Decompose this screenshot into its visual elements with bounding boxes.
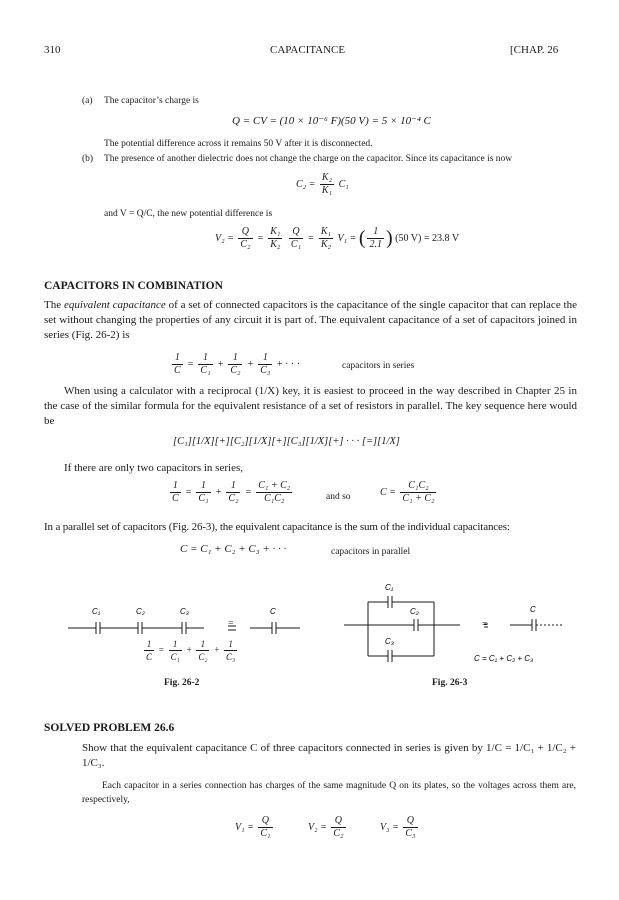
key-sequence: [C₁][1/X][+][C₂][1/X][+][C₃][1/X][+] · · · [=][1/X] [173, 436, 400, 447]
part-a-note: The potential difference across it remains 50 V after it is disconnected. [104, 139, 373, 149]
solved-problem-statement: Show that the equivalent capacitance C of three capacitors connected in series is given by 1/C = 1/C₁ + 1/C₂ + 1/C₃. [82, 742, 576, 769]
fig2-equals: = [228, 619, 234, 629]
part-a-equation: Q = CV = (10 × 10⁻⁶ F)(50 V) = 5 × 10⁻⁴ C [232, 115, 431, 127]
combination-para-1: The equivalent capacitance of a set of connected capacitors is the capacitance of the single capacitor that can replace the set without changing the properties of any circuit it is part of. The equivalent capacitance of a set of capacitors joined in series (Fig. 26-2) is [44, 299, 577, 341]
parallel-equation: C = C₁ + C₂ + C₃ + · · · [180, 543, 287, 555]
fig3-label-c3: C₃ [385, 637, 394, 646]
combination-para-4: In a parallel set of capacitors (Fig. 26-3), the equivalent capacitance is the sum of the individual capacitances: [44, 521, 510, 533]
two-capacitor-result: C = $\frac{\text{C₁C₂}}{\text{C₁ + C₂}}$ [380, 480, 435, 504]
chapter-title: CAPACITANCE [270, 44, 346, 56]
solved-v3-eq: V₃ = $\frac{Q}{\text{C₃}}$ [380, 815, 416, 839]
fig2-label-c3: C₃ [180, 607, 189, 616]
series-label: capacitors in series [342, 361, 415, 371]
fig2-label-c: C [270, 607, 276, 616]
solved-v2-eq: V₂ = $\frac{Q}{\text{C₂}}$ [308, 815, 344, 839]
fig3-equals: = [482, 620, 488, 630]
fig2-label-c2: C₂ [136, 607, 145, 616]
and-so-label: and so [326, 492, 351, 502]
chapter-ref: [CHAP. 26 [510, 44, 559, 56]
c2-equation: C₂ = $\frac{\text{K₂}}{\text{K₁}}$ C₁ [296, 172, 349, 196]
part-a-label: (a) [82, 96, 93, 106]
fig3-label-c1: C₁ [385, 583, 394, 592]
part-a-intro: The capacitor’s charge is [104, 96, 199, 106]
parallel-label: capacitors in parallel [331, 547, 411, 557]
figure-26-3-parallel-circuit [340, 580, 570, 680]
part-b-text: The presence of another dielectric does not change the charge on the capacitor. Since its capacitance is now [104, 154, 513, 164]
page-number: 310 [44, 44, 61, 56]
v2-equation: V₂ = $\frac{Q}{\text{C₂}}$ = $\frac{\text{K₁}}{\text{K₂}}$ $\frac{Q}{\text{C₁}}$ = $\frac{\text{K₁}}{\text{K₂}}$ V₁ = ( $\frac{1}{2.1}$ ) (50 V) = 23.8 V [215, 226, 460, 250]
fig3-caption: Fig. 26-3 [432, 678, 468, 688]
combination-para-3: If there are only two capacitors in series, [64, 462, 243, 474]
solved-problem-heading: SOLVED PROBLEM 26.6 [44, 722, 175, 734]
section-heading-combination: CAPACITORS IN COMBINATION [44, 280, 223, 292]
series-equation: $\frac{1}{C}$ = $\frac{1}{\text{C₁}}$ + $\frac{1}{\text{C₂}}$ + $\frac{1}{\text{C₃}}$ + · · · [174, 352, 301, 376]
fig2-formula: $\frac{1}{C}$ = $\frac{1}{\text{C₁}}$ + $\frac{1}{\text{C₂}}$ + $\frac{1}{\text{C₃}}$ [146, 639, 236, 662]
combination-para-2: When using a calculator with a reciprocal (1/X) key, it is easiest to proceed in the way described in Chapter 25 in the case of the similar formula for the equivalent resistance of a set of resistors in parallel. The key sequence here would be [44, 385, 577, 427]
fig2-caption: Fig. 26-2 [164, 678, 200, 688]
solved-problem-solution: Each capacitor in a series connection has charges of the same magnitude Q on its plates, so the voltages across them are, respectively, [82, 781, 576, 805]
two-capacitor-equation: $\frac{1}{C}$ = $\frac{1}{\text{C₁}}$ + $\frac{1}{\text{C₂}}$ = $\frac{\text{C₁ + C₂}}{\text{C₁C₂}}$ [172, 480, 291, 504]
fig2-label-c1: C₁ [92, 607, 101, 616]
fig3-formula: C = C₁ + C₂ + C₃ [474, 654, 534, 663]
fig3-label-c2: C₂ [410, 607, 419, 616]
part-b-and-text: and V = Q/C, the new potential difference is [104, 209, 273, 219]
solved-v1-eq: V₁ = $\frac{Q}{\text{C₁}}$ [235, 815, 271, 839]
fig3-label-c: C [530, 605, 536, 614]
part-b-label: (b) [82, 154, 94, 164]
